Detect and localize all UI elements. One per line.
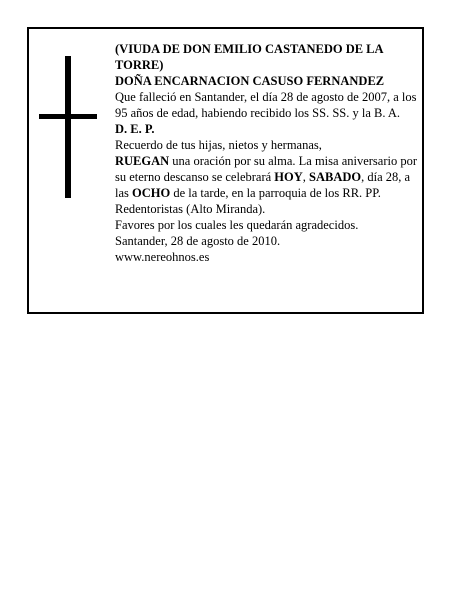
mass-text-2: , bbox=[302, 170, 306, 184]
cross-horizontal-bar bbox=[39, 114, 97, 119]
mass-text-1: una oración por su alma. La misa aniversario por su eterno descanso se celebrará bbox=[115, 154, 418, 184]
notice-text bbox=[115, 41, 421, 265]
dep-line: D. E. P. bbox=[115, 122, 155, 136]
website-link[interactable]: www.nereohnos.es bbox=[115, 250, 210, 264]
place-date-line: Santander, 28 de agosto de 2010. bbox=[115, 234, 281, 248]
cross-vertical-bar bbox=[65, 56, 71, 198]
thanks-line: Favores por los cuales les quedarán agradecidos. bbox=[115, 218, 359, 232]
death-statement: Que falleció en Santander, el día 28 de agosto de 2007, a los 95 años de edad, habiendo recibido los SS. SS. y la B. A. bbox=[115, 90, 417, 120]
mass-text-3: , día 28, a las bbox=[115, 170, 411, 200]
sabado-word: SABADO bbox=[309, 170, 362, 184]
mass-text-4: de la tarde, en la parroquia de los RR. PP. Redentoristas (Alto Miranda). bbox=[115, 186, 381, 216]
memory-line: Recuerdo de tus hijas, nietos y hermanas, bbox=[115, 138, 322, 152]
ocho-word: OCHO bbox=[132, 186, 171, 200]
widow-line: (VIUDA DE DON EMILIO CASTANEDO DE LA TORRE) bbox=[115, 42, 383, 72]
deceased-name: DOÑA ENCARNACION CASUSO FERNANDEZ bbox=[115, 74, 385, 88]
obituary-notice bbox=[27, 27, 424, 314]
ruegan-word: RUEGAN bbox=[115, 154, 170, 168]
latin-cross-icon bbox=[39, 56, 97, 198]
hoy-word: HOY bbox=[274, 170, 303, 184]
mass-paragraph bbox=[115, 153, 421, 217]
